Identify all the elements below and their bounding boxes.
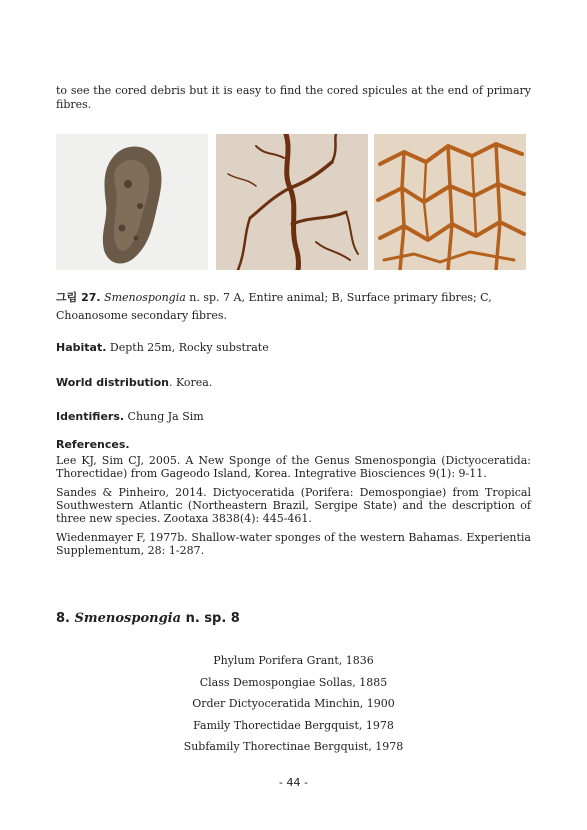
references-block bbox=[56, 438, 531, 563]
habitat-label: Habitat. bbox=[56, 341, 107, 354]
photo-entire-animal bbox=[56, 134, 208, 270]
distribution-label: World distribution bbox=[56, 376, 169, 389]
taxonomy-line: Subfamily Thorectinae Bergquist, 1978 bbox=[183, 740, 404, 753]
figure-genus: Smenospongia bbox=[104, 291, 186, 304]
taxonomy-block bbox=[0, 650, 587, 758]
photo-secondary-fibres bbox=[374, 134, 526, 270]
section-genus: Smenospongia bbox=[74, 611, 182, 626]
taxonomy-line: Class Demospongiae Sollas, 1885 bbox=[199, 675, 388, 689]
section-heading bbox=[56, 611, 240, 626]
reference-item: Lee KJ, Sim CJ, 2005. A New Sponge of the Genus Smenospongia (Dictyoceratida: Thorectidae) from Gageodo Island, Korea. Integrative Biosciences 9(1): 9-11. bbox=[56, 454, 531, 480]
references-heading: References. bbox=[56, 438, 130, 451]
figure-caption-line2: Choanosome secondary fibres. bbox=[56, 309, 227, 322]
habitat-text: Depth 25m, Rocky substrate bbox=[106, 341, 269, 354]
identifiers-text: Chung Ja Sim bbox=[124, 410, 204, 423]
figure-caption bbox=[56, 289, 531, 325]
figure-label: 그림 27. bbox=[56, 291, 101, 304]
reference-item: Wiedenmayer F, 1977b. Shallow-water sponges of the western Bahamas. Experientia Supplementum, 28: 1-287. bbox=[56, 531, 531, 557]
taxonomy-line: Family Thorectidae Bergquist, 1978 bbox=[193, 718, 394, 732]
distribution-text: . Korea. bbox=[168, 376, 213, 389]
figure-caption-text: n. sp. 7 A, Entire animal; B, Surface primary fibres; C, bbox=[185, 291, 492, 304]
page-number: - 44 - bbox=[279, 776, 308, 789]
intro-paragraph: to see the cored debris but it is easy to find the cored spicules at the end of primary fibres. bbox=[56, 84, 531, 111]
identifiers-label: Identifiers. bbox=[56, 410, 125, 423]
distribution-line bbox=[56, 376, 531, 390]
reference-item: Sandes & Pinheiro, 2014. Dictyoceratida (Porifera: Demospongiae) from Tropical Southwestern Atlantic (Northeastern Brazil, Sergipe State) and the description of three new species. Zootaxa 3838(4): 445-461. bbox=[56, 486, 531, 525]
section-rest: n. sp. 8 bbox=[181, 611, 240, 626]
taxonomy-line: Order Dictyoceratida Minchin, 1900 bbox=[192, 697, 395, 710]
section-number: 8. bbox=[56, 611, 75, 626]
identifiers-line bbox=[56, 410, 531, 424]
taxonomy-line: Phylum Porifera Grant, 1836 bbox=[213, 654, 374, 667]
habitat-line bbox=[56, 341, 531, 355]
photo-surface-fibres bbox=[216, 134, 368, 270]
